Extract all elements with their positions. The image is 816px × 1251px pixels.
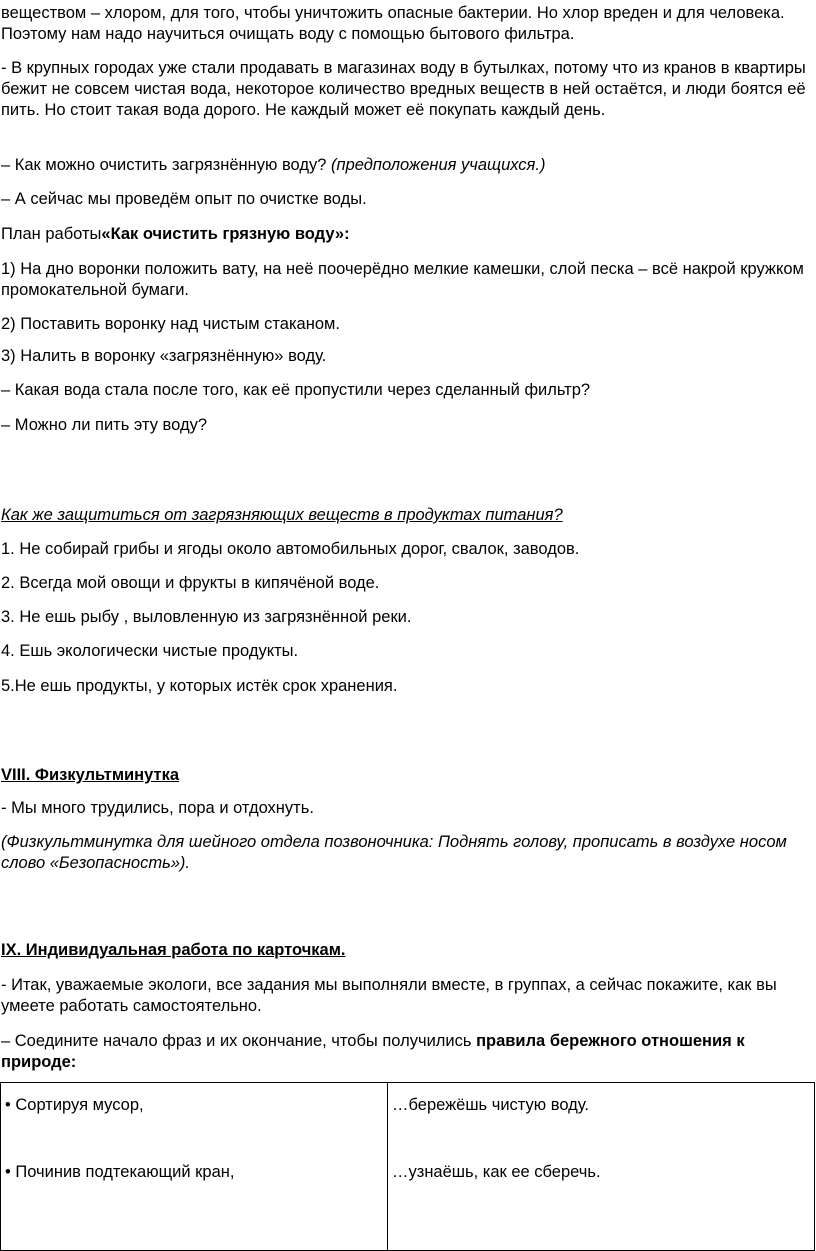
- table-row: [1, 1083, 815, 1251]
- question-filter: – Какая вода стала после того, как её пропустили через сделанный фильтр?: [1, 381, 591, 399]
- section-9-title: IX. Индивидуальная работа по карточкам.: [1, 941, 346, 959]
- phrase-beginning: • Сортируя мусор,: [5, 1096, 144, 1114]
- food-heading: Как же защититься от загрязняющих веществ в продуктах питания?: [1, 506, 563, 524]
- plan-step: 2) Поставить воронку над чистым стаканом.: [1, 315, 340, 333]
- phrase-ending: …узнаёшь, как ее сберечь.: [392, 1163, 601, 1181]
- section-8-title: VIII. Физкультминутка: [1, 766, 180, 784]
- question-clean-water: [1, 155, 813, 176]
- table-cell-beginnings: [1, 1083, 388, 1251]
- question-clean-text: – Как можно очистить загрязнённую воду?: [1, 156, 331, 174]
- food-rule: 1. Не собирай грибы и ягоды около автомобильных дорог, свалок, заводов.: [1, 540, 580, 558]
- matching-table: [0, 1082, 815, 1251]
- plan-heading: [1, 224, 813, 245]
- food-rule: 3. Не ешь рыбу , выловленную из загрязнённой реки.: [1, 608, 412, 626]
- section-9-text: - Итак, уважаемые экологи, все задания мы выполняли вместе, в группах, а сейчас покажите, как вы умеете работать самостоятельно.: [1, 976, 777, 1015]
- question-clean-note: (предположения учащихся.): [331, 156, 546, 174]
- section-9-task: [1, 1031, 813, 1073]
- intro-paragraph-1: веществом – хлором, для того, чтобы уничтожить опасные бактерии. Но хлор вреден и для человека. Поэтому нам надо научиться очищать воду с помощью бытового фильтра.: [1, 4, 785, 43]
- phrase-beginning: • Починив подтекающий кран,: [5, 1163, 235, 1181]
- experiment-line: – А сейчас мы проведём опыт по очистке воды.: [1, 190, 367, 208]
- intro-paragraph-2: - В крупных городах уже стали продавать в магазинах воду в бутылках, потому что из кранов в квартиры бежит не совсем чистая вода, некоторое количество вредных веществ в ней остаётся, и люди боятся её пить. Но стоит такая вода дорого. Не каждый может её покупать каждый день.: [1, 59, 806, 119]
- food-rule: 2. Всегда мой овощи и фрукты в кипячёной воде.: [1, 574, 380, 592]
- plan-label: План работы: [1, 225, 102, 243]
- food-rule: 5.Не ешь продукты, у которых истёк срок хранения.: [1, 677, 398, 695]
- question-drink: – Можно ли пить эту воду?: [1, 416, 207, 434]
- section-9-task-bold: правила бережного отношения к природе:: [1, 1032, 745, 1071]
- plan-step: 3) Налить в воронку «загрязнённую» воду.: [1, 347, 327, 365]
- table-cell-endings: [388, 1083, 815, 1251]
- plan-title: «Как очистить грязную воду»:: [101, 225, 350, 243]
- section-8-note: (Физкультминутка для шейного отдела позвоночника: Поднять голову, прописать в воздухе носом слово «Безопасность»).: [1, 833, 787, 872]
- phrase-ending: …бережёшь чистую воду.: [392, 1096, 589, 1114]
- section-9-task-text: – Соедините начало фраз и их окончание, чтобы получились: [1, 1032, 477, 1050]
- plan-step: 1) На дно воронки положить вату, на неё поочерёдно мелкие камешки, слой песка – всё накрой кружком промокательной бумаги.: [1, 260, 804, 299]
- food-rule: 4. Ешь экологически чистые продукты.: [1, 642, 299, 660]
- section-8-text: - Мы много трудились, пора и отдохнуть.: [1, 799, 314, 817]
